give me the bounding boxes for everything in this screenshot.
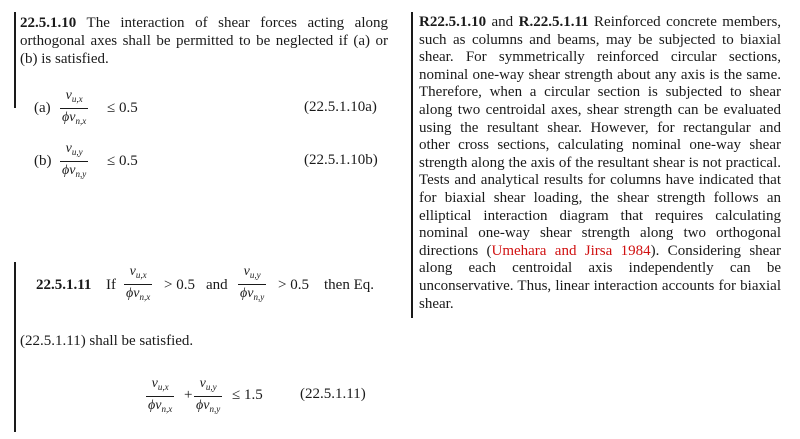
commentary-r22-5-1-10-11 [419, 14, 781, 313]
eq-b-fraction [60, 141, 88, 182]
fraction-bar [238, 284, 266, 285]
condition-1-numerator: $v_{u,x}$ [129, 264, 147, 280]
eq-a-denominator: $\phi v_{n,x}$ [62, 110, 87, 126]
eq-c-term-1 [146, 376, 174, 417]
commentary-body-2: ). Considering shear along each centroidal axis independently can be unconservative. Thus, linear interaction accounts for biaxial shear. [419, 242, 781, 312]
fraction-bar [194, 396, 222, 397]
condition-2-fraction [238, 264, 266, 305]
eq-b-denominator: $\phi v_{n,y}$ [62, 163, 87, 179]
and-word: and [206, 277, 228, 293]
section-22-5-1-11-number: 22.5.1.11 [36, 277, 92, 293]
eq-b-rhs: ≤ 0.5 [107, 153, 138, 169]
fraction-bar [146, 396, 174, 397]
section-text: The interaction of shear forces acting along orthogonal axes shall be permitted to be neglected if (a) or (b) is satisfied. [20, 15, 388, 67]
eq-c-number: (22.5.1.11) [300, 386, 366, 402]
eq-c-plus: + [184, 387, 193, 403]
eq-c-term-2-denominator: $\phi v_{n,y}$ [196, 398, 221, 414]
condition-1-denominator: $\phi v_{n,x}$ [126, 286, 151, 302]
condition-1-rhs: > 0.5 [164, 277, 195, 293]
eq-a-fraction [60, 88, 88, 129]
eq-c-term-2 [194, 376, 222, 417]
eq-b-number: (22.5.1.10b) [304, 152, 378, 168]
condition-1-fraction [124, 264, 152, 305]
section-22-5-1-11-continuation: (22.5.1.11) shall be satisfied. [20, 333, 194, 349]
fraction-bar [60, 161, 88, 162]
commentary-ref-2: R.22.5.1.11 [518, 14, 589, 30]
eq-a-number: (22.5.1.10a) [304, 99, 377, 115]
eq-b-numerator: $v_{u,y}$ [65, 141, 83, 157]
eq-c-rhs: ≤ 1.5 [232, 387, 263, 403]
eq-a-label: (a) [34, 100, 51, 116]
condition-2-numerator: $v_{u,y}$ [243, 264, 261, 280]
eq-b-label: (b) [34, 153, 52, 169]
fraction-bar [60, 108, 88, 109]
column-divider-rule [411, 12, 413, 318]
eq-a-rhs: ≤ 0.5 [107, 100, 138, 116]
commentary-and-word: and [491, 14, 514, 30]
eq-a-numerator: $v_{u,x}$ [65, 88, 83, 104]
eq-c-term-2-numerator: $v_{u,y}$ [199, 376, 217, 392]
fraction-bar [124, 284, 152, 285]
section-number: 22.5.1.10 [20, 15, 77, 31]
eq-c-term-1-denominator: $\phi v_{n,x}$ [148, 398, 173, 414]
condition-2-denominator: $\phi v_{n,y}$ [240, 286, 265, 302]
section-22-5-1-10 [20, 14, 388, 68]
citation-link[interactable]: Umehara and Jirsa 1984 [491, 242, 651, 259]
left-margin-rule-top [14, 12, 16, 108]
then-text: then Eq. [324, 277, 374, 293]
if-word: If [106, 277, 116, 293]
commentary-body-1: Reinforced concrete members, such as columns and beams, may be subjected to biaxial shear. For symmetrically reinforced circular sections, nominal one-way shear strength about any axis is the same. Therefore, when a circular section is subjected to shear along two centroidal axes, shear strength can be evaluated using the resultant shear. However, for rectangular and other cross sections, calculating nominal one-way shear strength along the axis of the resultant shear is not practical. Tests and analytical results for columns have indicated that for biaxial shear loading, the shear strength follows an elliptical interaction diagram that requires calculating nominal one-way shear strength along two orthogonal directions ( [419, 14, 782, 259]
left-margin-rule-bottom [14, 262, 16, 432]
condition-2-rhs: > 0.5 [278, 277, 309, 293]
commentary-ref-1: R22.5.1.10 [419, 14, 487, 30]
eq-c-term-1-numerator: $v_{u,x}$ [151, 376, 169, 392]
